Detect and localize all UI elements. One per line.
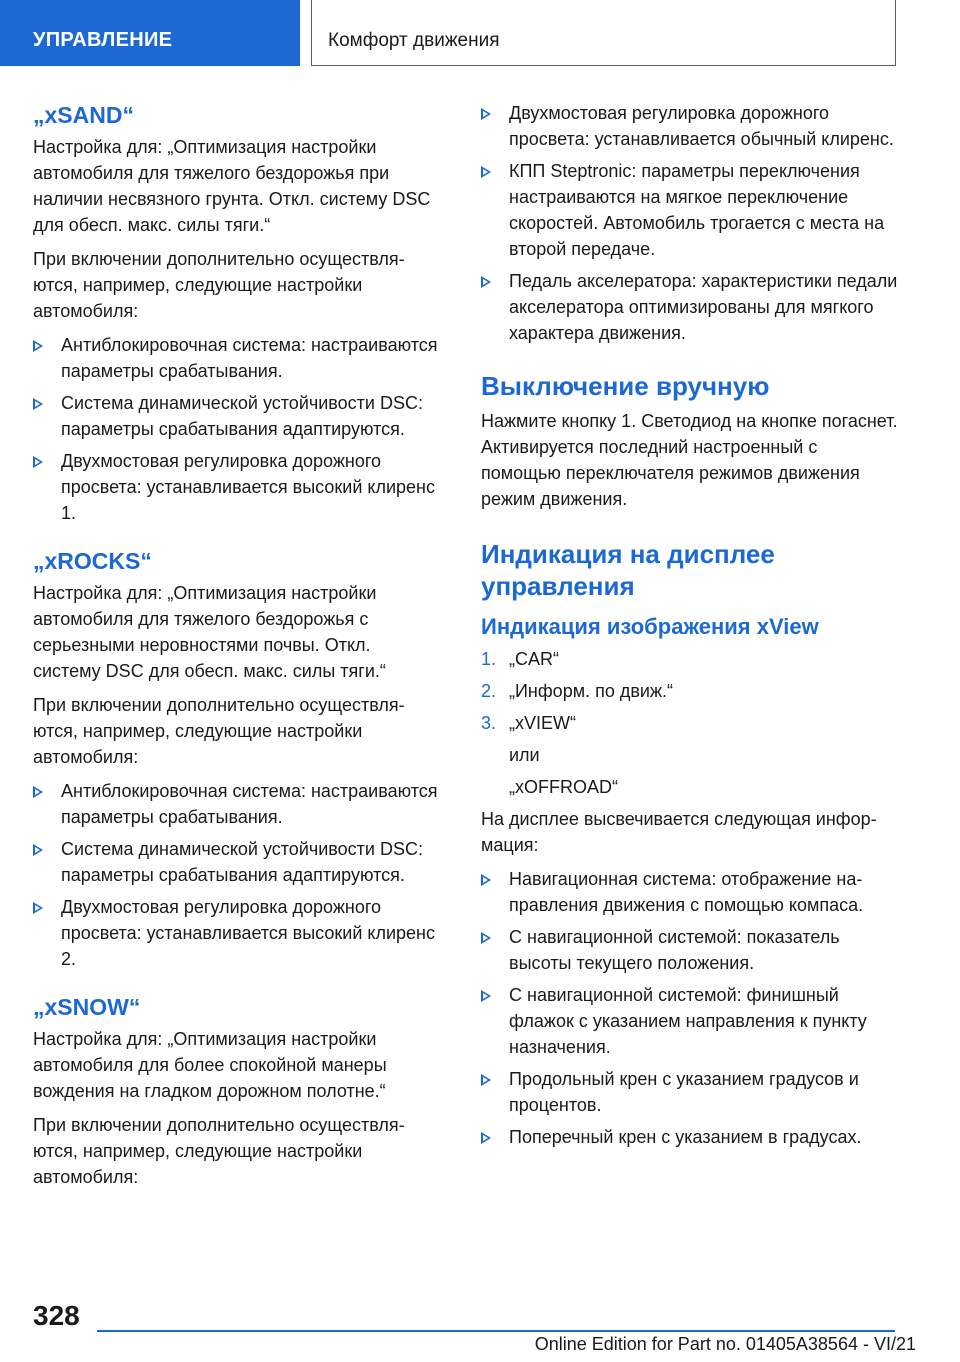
chapter-box <box>311 0 896 66</box>
list-item: Двухмостовая регулировка дорожного просвета: устанавливается обычный клиренс. <box>481 100 901 152</box>
list-item: Двухмостовая регулировка дорожного просвета: устанавливается высокий клиренс 2. <box>33 894 443 972</box>
xsand-description: Настройка для: „Оптимизация настройки автомобиля для тяжелого бездорожья при наличии несвязного грунта. Откл. систему DSC для обесп. макс. силы тяги.“ <box>33 137 431 235</box>
step-item: 3. „xVIEW“ <box>481 713 576 733</box>
heading-display: Индикация на дисплее управления <box>481 539 775 601</box>
triangle-bullet-icon <box>481 874 491 886</box>
footer-divider <box>97 1330 895 1332</box>
xview-steps <box>481 646 901 736</box>
list-item: Антиблокировочная система: настраиваются параметры срабатывания. <box>33 332 443 384</box>
step-item: 2. „Информ. по движ.“ <box>481 681 673 701</box>
list-item: Поперечный крен с указанием в градусах. <box>481 1124 901 1150</box>
heading-xrocks: „xROCKS“ <box>33 548 152 574</box>
manual-off-text: Нажмите кнопку 1. Светодиод на кнопке погаснет. Активируется последний настроенный с помощью переключателя режимов движения режим движения. <box>481 411 898 509</box>
footer-edition: Online Edition for Part no. 01405A38564 - VI/21 <box>534 1334 916 1354</box>
list-item: Антиблокировочная система: настраиваются параметры срабатывания. <box>33 778 443 830</box>
triangle-bullet-icon <box>481 990 491 1002</box>
triangle-bullet-icon <box>33 844 43 856</box>
list-item: Продольный крен с указанием градусов и процентов. <box>481 1066 901 1118</box>
section-title: УПРАВЛЕНИЕ <box>33 29 173 51</box>
triangle-bullet-icon <box>481 166 491 178</box>
triangle-bullet-icon <box>481 1074 491 1086</box>
left-column <box>33 100 443 1198</box>
xsand-intro: При включении дополнительно осуществляются, например, следующие настройки автомобиля: <box>33 249 405 321</box>
list-item: Двухмостовая регулировка дорожного просвета: устанавливается высокий клиренс 1. <box>33 448 443 526</box>
xrocks-list <box>33 778 443 972</box>
list-item: КПП Steptronic: параметры переключения настраиваются на мягкое переключение скоростей. Автомобиль трогается с места на второй передаче. <box>481 158 901 262</box>
display-info-list <box>481 866 901 1150</box>
xsnow-intro: При включении дополнительно осуществляются, например, следующие настройки автомобиля: <box>33 1115 405 1187</box>
list-item: Навигационная система: отображение направления движения с помощью компаса. <box>481 866 901 918</box>
section-tab[interactable] <box>0 0 300 66</box>
triangle-bullet-icon <box>481 276 491 288</box>
step-item: 1. „CAR“ <box>481 649 559 669</box>
list-item: Система динамической устойчивости DSC: параметры срабатывания адаптируются. <box>33 390 443 442</box>
triangle-bullet-icon <box>33 902 43 914</box>
triangle-bullet-icon <box>33 340 43 352</box>
xsand-list <box>33 332 443 526</box>
page-number: 328 <box>33 1300 80 1331</box>
list-item: С навигационной системой: показатель высоты текущего положения. <box>481 924 901 976</box>
list-item: С навигационной системой: финишный флажок с указанием направления к пункту назначения. <box>481 982 901 1060</box>
alt-option: „xOFFROAD“ <box>509 777 618 797</box>
heading-manual-off: Выключение вручную <box>481 371 770 401</box>
or-text: или <box>509 745 540 765</box>
triangle-bullet-icon <box>33 398 43 410</box>
chapter-title: Комфорт движения <box>328 30 500 51</box>
xrocks-description: Настройка для: „Оптимизация настройки автомобиля для тяжелого бездорожья с серьезными неровностями почвы. Откл. систему DSC для обесп. макс. силы тяги.“ <box>33 583 386 681</box>
triangle-bullet-icon <box>33 456 43 468</box>
triangle-bullet-icon <box>481 108 491 120</box>
right-column <box>481 100 901 1156</box>
xsnow-list <box>481 100 901 346</box>
xsnow-description: Настройка для: „Оптимизация настройки автомобиля для более спокойной манеры вождения на гладком дорожном полотне.“ <box>33 1029 387 1101</box>
list-item: Система динамической устойчивости DSC: параметры срабатывания адаптируются. <box>33 836 443 888</box>
page-header <box>0 0 960 66</box>
list-item: Педаль акселератора: характеристики педали акселератора оптимизированы для мягкого характера движения. <box>481 268 901 346</box>
triangle-bullet-icon <box>481 932 491 944</box>
heading-xview: Индикация изображения xView <box>481 614 819 639</box>
heading-xsand: „xSAND“ <box>33 102 134 128</box>
triangle-bullet-icon <box>481 1132 491 1144</box>
triangle-bullet-icon <box>33 786 43 798</box>
heading-xsnow: „xSNOW“ <box>33 994 141 1020</box>
xrocks-intro: При включении дополнительно осуществляются, например, следующие настройки автомобиля: <box>33 695 405 767</box>
display-info-intro: На дисплее высвечивается следующая информация: <box>481 809 877 855</box>
